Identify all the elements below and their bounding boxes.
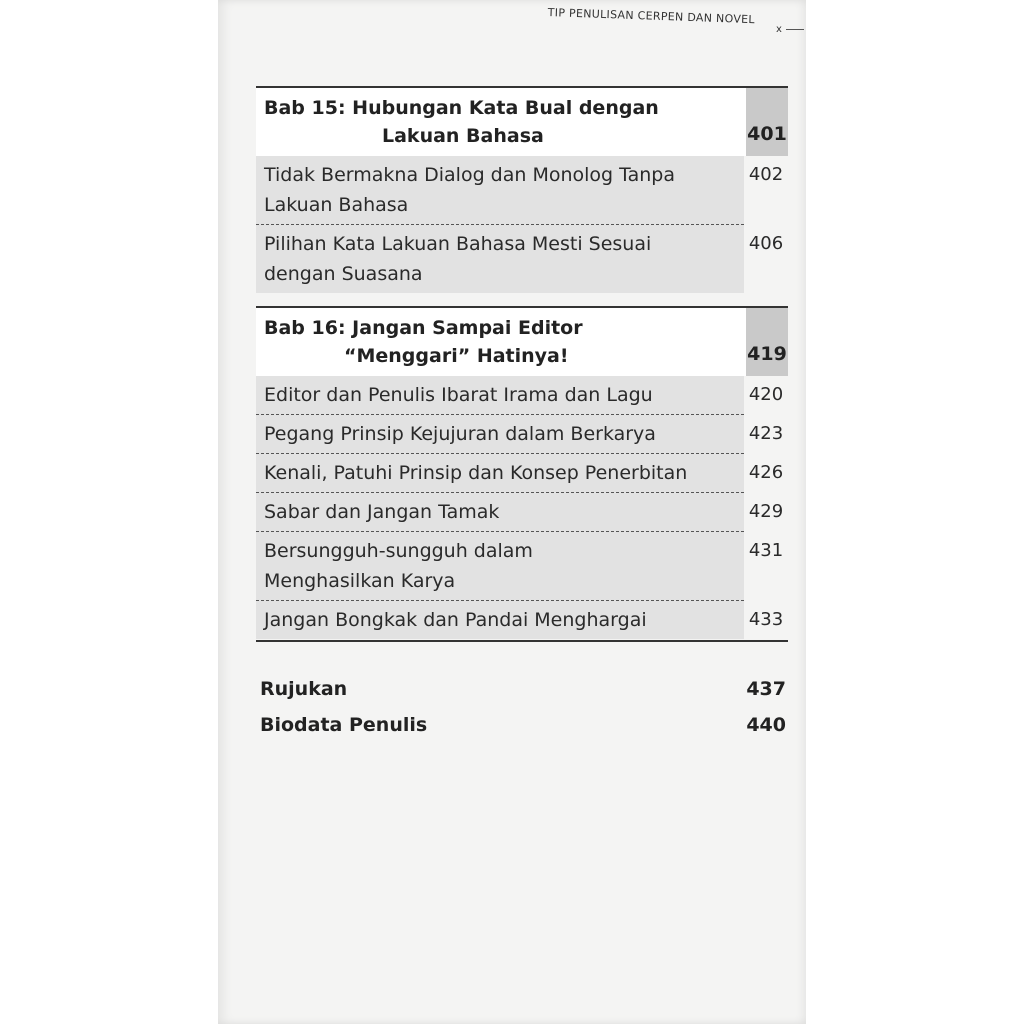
- section-entry[interactable]: [256, 532, 784, 601]
- section-page-number: 423: [748, 423, 784, 444]
- section-title-line2: Menghasilkan Karya: [264, 570, 456, 592]
- back-matter-title: Rujukan: [260, 678, 348, 700]
- section-entry[interactable]: [256, 601, 784, 639]
- chapter-block: [256, 86, 788, 293]
- section-page-number: 420: [748, 384, 784, 405]
- section-title-line1: Tidak Bermakna Dialog dan Monolog Tanpa: [264, 164, 676, 186]
- section-list: [256, 376, 784, 639]
- section-entry[interactable]: [256, 376, 784, 415]
- chapter-title: [264, 314, 583, 370]
- running-header: TIP PENULISAN CERPEN DAN NOVEL: [547, 6, 756, 27]
- section-page-number: 429: [748, 501, 784, 522]
- section-title: Editor dan Penulis Ibarat Irama dan Lagu: [264, 384, 653, 406]
- section-title-line2: Lakuan Bahasa: [264, 194, 409, 216]
- back-matter-entry[interactable]: [260, 678, 786, 700]
- section-page-number: 406: [748, 233, 784, 254]
- section-page-number: 402: [748, 164, 784, 185]
- section-entry[interactable]: [256, 156, 784, 225]
- section-entry[interactable]: [256, 454, 784, 493]
- section-divider: [256, 640, 788, 642]
- toc-chapter-16: [256, 306, 788, 639]
- chapter-title-line1: Bab 15: Hubungan Kata Bual dengan: [264, 97, 659, 119]
- section-page-number: 433: [748, 609, 784, 630]
- toc-chapter-15: [256, 86, 788, 293]
- chapter-title: [264, 94, 659, 150]
- chapter-heading[interactable]: [256, 88, 788, 156]
- section-title: Pegang Prinsip Kejujuran dalam Berkarya: [264, 423, 656, 445]
- section-list: [256, 156, 784, 293]
- section-title-line1: Bersungguh-sungguh dalam: [264, 540, 533, 562]
- chapter-heading[interactable]: [256, 308, 788, 376]
- section-title: Kenali, Patuhi Prinsip dan Konsep Penerbitan: [264, 462, 688, 484]
- section-entry[interactable]: [256, 415, 784, 454]
- section-page-number: 431: [748, 540, 784, 561]
- section-title-line1: Pilihan Kata Lakuan Bahasa Mesti Sesuai: [264, 233, 652, 255]
- back-matter-entry[interactable]: [260, 714, 786, 736]
- page-number: x: [776, 24, 804, 35]
- section-title: Jangan Bongkak dan Pandai Menghargai: [264, 609, 647, 631]
- section-entry[interactable]: [256, 225, 784, 293]
- back-matter-title: Biodata Penulis: [260, 714, 428, 736]
- section-entry[interactable]: [256, 493, 784, 532]
- section-page-number: 426: [748, 462, 784, 483]
- chapter-title-line2: “Menggari” Hatinya!: [344, 345, 569, 367]
- section-title: Sabar dan Jangan Tamak: [264, 501, 500, 523]
- chapter-block: [256, 306, 788, 639]
- back-matter-page-number: 440: [746, 714, 786, 736]
- chapter-page-number: 401: [746, 88, 788, 156]
- chapter-page-number: 419: [746, 308, 788, 376]
- back-matter-page-number: 437: [746, 678, 786, 700]
- chapter-title-line1: Bab 16: Jangan Sampai Editor: [264, 317, 583, 339]
- section-title-line2: dengan Suasana: [264, 263, 423, 285]
- chapter-title-line2: Lakuan Bahasa: [382, 125, 544, 147]
